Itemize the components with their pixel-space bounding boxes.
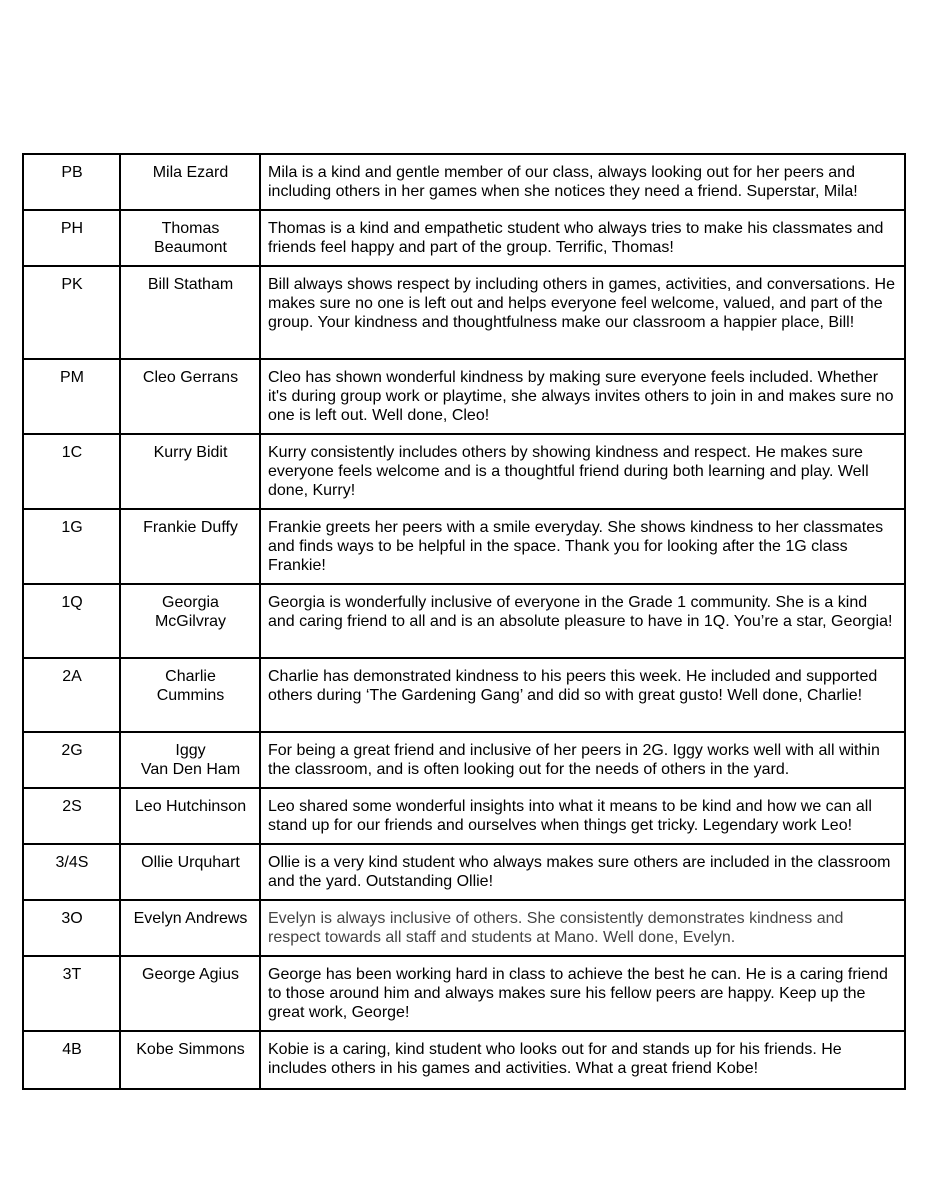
award-message-cell: Cleo has shown wonderful kindness by making sure everyone feels included. Whether it's during group work or playtime, she always invites others to join in and makes sure no one is left out. Well done, Cleo! (260, 359, 905, 434)
class-cell: 1G (23, 509, 120, 584)
award-message-cell: Ollie is a very kind student who always makes sure others are included in the classroom and the yard. Outstanding Ollie! (260, 844, 905, 900)
award-message-cell: Bill always shows respect by including others in games, activities, and conversations. He makes sure no one is left out and helps everyone feel welcome, valued, and part of the group. Your kindness and thoughtfulness make our classroom a happier place, Bill! (260, 266, 905, 359)
table-row (23, 266, 905, 359)
student-name-cell: Charlie Cummins (120, 658, 260, 732)
award-message-cell: Kurry consistently includes others by showing kindness and respect. He makes sure everyone feels welcome and is a thoughtful friend during both learning and play. Well done, Kurry! (260, 434, 905, 509)
class-cell: 3/4S (23, 844, 120, 900)
award-message-cell: Leo shared some wonderful insights into what it means to be kind and how we can all stand up for our friends and ourselves when things get tricky. Legendary work Leo! (260, 788, 905, 844)
awards-table-body (23, 154, 905, 1089)
table-row (23, 956, 905, 1031)
class-cell: 3T (23, 956, 120, 1031)
table-row (23, 434, 905, 509)
table-row (23, 359, 905, 434)
table-row (23, 788, 905, 844)
student-name-cell: Iggy Van Den Ham (120, 732, 260, 788)
award-message-cell: Georgia is wonderfully inclusive of everyone in the Grade 1 community. She is a kind and caring friend to all and is an absolute pleasure to have in 1Q. You’re a star, Georgia! (260, 584, 905, 658)
student-name-cell: Cleo Gerrans (120, 359, 260, 434)
student-name-cell: Mila Ezard (120, 154, 260, 210)
award-message-cell: Charlie has demonstrated kindness to his peers this week. He included and supported others during ‘The Gardening Gang’ and did so with great gusto! Well done, Charlie! (260, 658, 905, 732)
table-row (23, 658, 905, 732)
student-name-cell: Bill Statham (120, 266, 260, 359)
table-row (23, 1031, 905, 1089)
award-message-cell: Evelyn is always inclusive of others. She consistently demonstrates kindness and respect towards all staff and students at Mano. Well done, Evelyn. (260, 900, 905, 956)
award-message-cell: Mila is a kind and gentle member of our class, always looking out for her peers and including others in her games when she notices they need a friend. Superstar, Mila! (260, 154, 905, 210)
student-name-cell: Evelyn Andrews (120, 900, 260, 956)
table-row (23, 154, 905, 210)
class-cell: 2G (23, 732, 120, 788)
award-message-cell: Kobie is a caring, kind student who looks out for and stands up for his friends. He includes others in his games and activities. What a great friend Kobe! (260, 1031, 905, 1089)
class-cell: 2A (23, 658, 120, 732)
student-name-cell: Ollie Urquhart (120, 844, 260, 900)
class-cell: 2S (23, 788, 120, 844)
class-cell: PB (23, 154, 120, 210)
student-name-cell: Kurry Bidit (120, 434, 260, 509)
table-row (23, 584, 905, 658)
student-name-cell: Thomas Beaumont (120, 210, 260, 266)
class-cell: 3O (23, 900, 120, 956)
class-cell: PK (23, 266, 120, 359)
class-cell: PM (23, 359, 120, 434)
award-message-cell: George has been working hard in class to achieve the best he can. He is a caring friend to those around him and always makes sure his fellow peers are happy. Keep up the great work, George! (260, 956, 905, 1031)
table-row (23, 210, 905, 266)
student-name-cell: George Agius (120, 956, 260, 1031)
class-cell: 1Q (23, 584, 120, 658)
awards-table (22, 153, 906, 1090)
class-cell: 4B (23, 1031, 120, 1089)
award-message-cell: Frankie greets her peers with a smile everyday. She shows kindness to her classmates and finds ways to be helpful in the space. Thank you for looking after the 1G class Frankie! (260, 509, 905, 584)
student-name-cell: Leo Hutchinson (120, 788, 260, 844)
class-cell: PH (23, 210, 120, 266)
table-row (23, 732, 905, 788)
table-row (23, 900, 905, 956)
award-message-cell: Thomas is a kind and empathetic student who always tries to make his classmates and friends feel happy and part of the group. Terrific, Thomas! (260, 210, 905, 266)
table-row (23, 844, 905, 900)
class-cell: 1C (23, 434, 120, 509)
student-name-cell: Kobe Simmons (120, 1031, 260, 1089)
award-message-cell: For being a great friend and inclusive of her peers in 2G. Iggy works well with all within the classroom, and is often looking out for the needs of others in the yard. (260, 732, 905, 788)
table-row (23, 509, 905, 584)
student-name-cell: Frankie Duffy (120, 509, 260, 584)
student-name-cell: Georgia McGilvray (120, 584, 260, 658)
